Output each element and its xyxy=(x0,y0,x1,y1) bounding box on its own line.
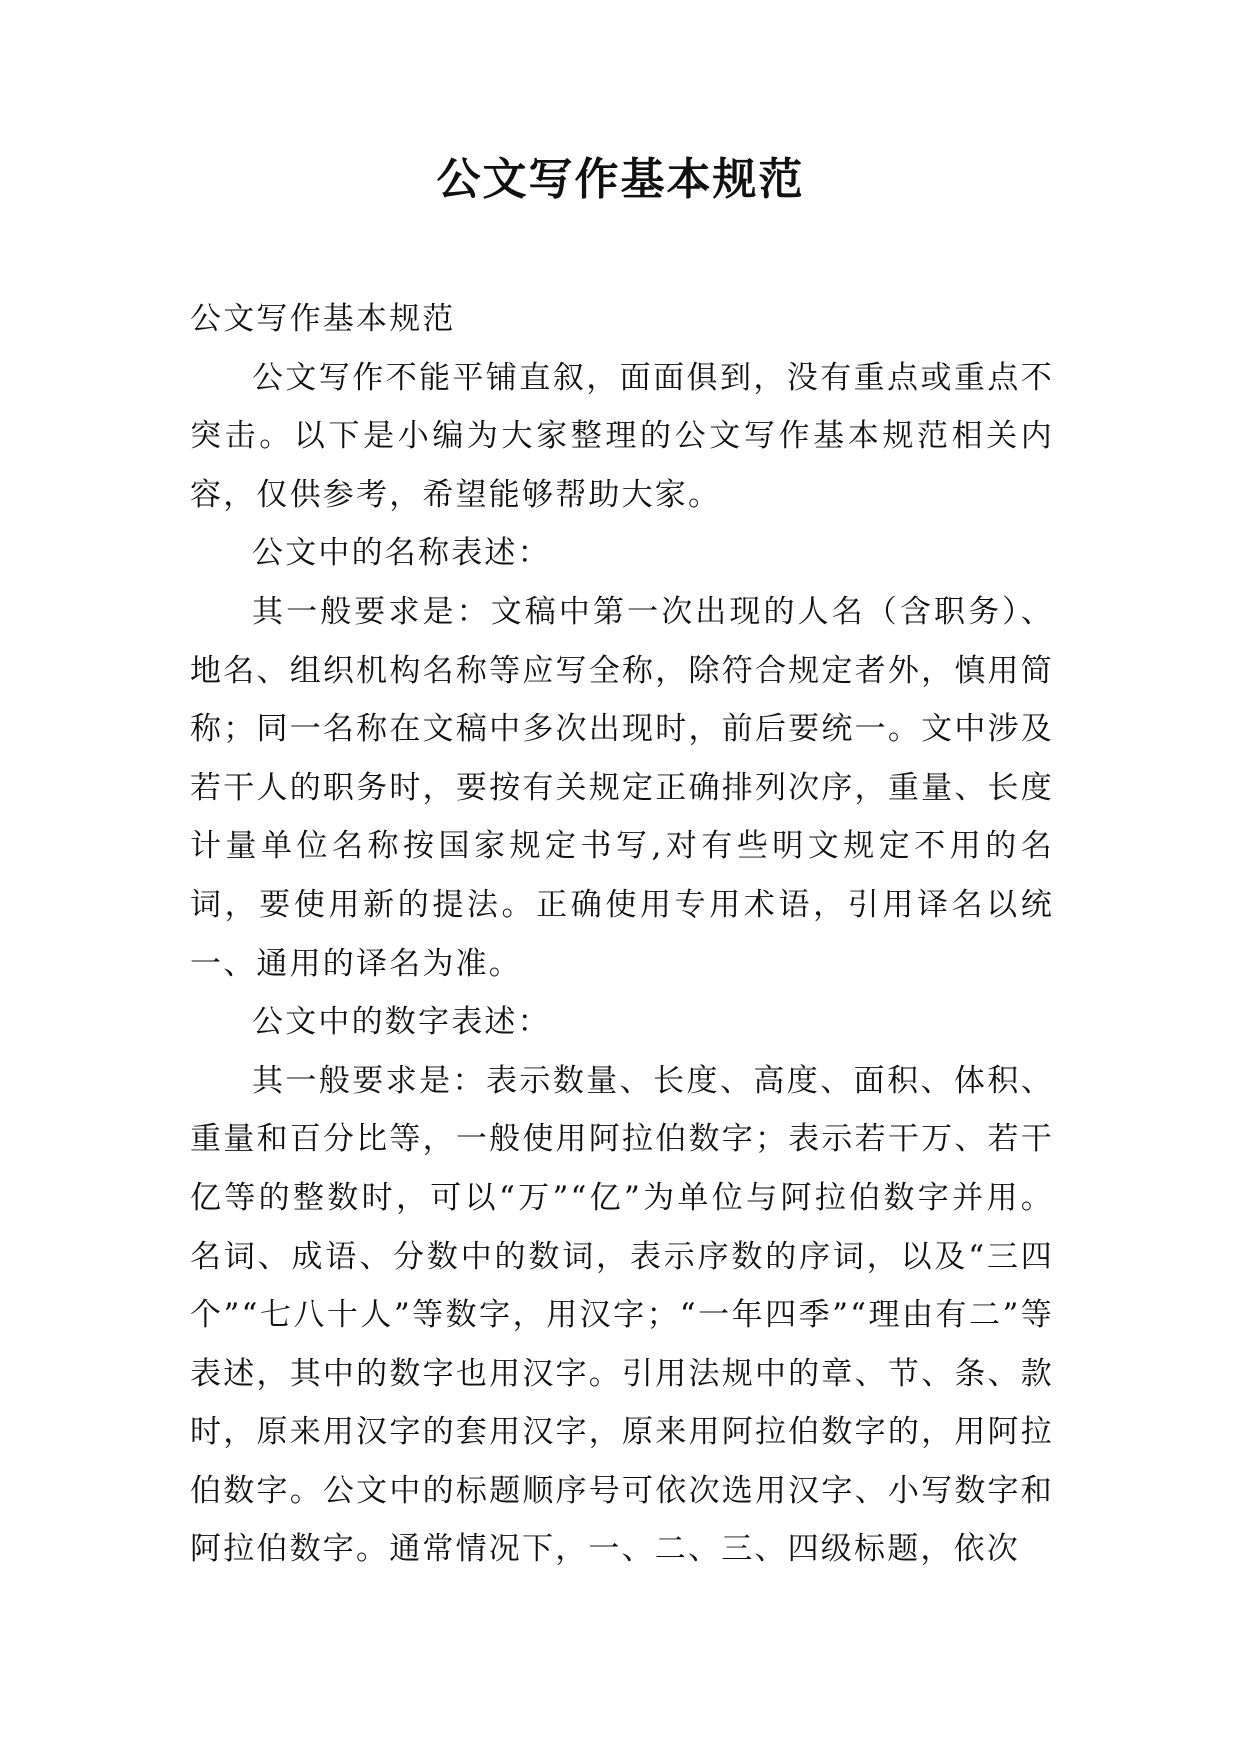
subtitle-paragraph: 公文写作基本规范 xyxy=(190,301,456,337)
document-body xyxy=(190,290,1054,1579)
section-heading-names: 公文中的名称表述： xyxy=(252,535,551,572)
section-heading-numbers: 公文中的数字表述： xyxy=(252,1004,551,1041)
numbers-paragraph: 其一般要求是：表示数量、长度、高度、面积、体积、重量和百分比等，一般使用阿拉伯数字；表示若干万、若干亿等的整数时，可以“万”“亿”为单位与阿拉伯数字并用。名词、成语、分数中的数词，表示序数的序词，以及“三四个”“七八十人”等数字，用汉字；“一年四季”“理由有二”等表述，其中的数字也用汉字。引用法规中的章、节、条、款时，原来用汉字的套用汉字，原来用阿拉伯数字的，用阿拉伯数字。公文中的标题顺序号可依次选用汉字、小写数字和阿拉伯数字。通常情况下，一、二、三、四级标题，依次 xyxy=(190,1062,1054,1568)
intro-paragraph: 公文写作不能平铺直叙，面面俱到，没有重点或重点不突击。以下是小编为大家整理的公文写作基本规范相关内容，仅供参考，希望能够帮助大家。 xyxy=(190,359,1054,513)
document-title: 公文写作基本规范 xyxy=(436,154,805,205)
names-paragraph: 其一般要求是：文稿中第一次出现的人名（含职务）、地名、组织机构名称等应写全称，除符合规定者外，慎用简称；同一名称在文稿中多次出现时，前后要统一。文中涉及若干人的职务时，要按有关规定正确排列次序，重量、长度计量单位名称按国家规定书写,对有些明文规定不用的名词，要使用新的提法。正确使用专用术语，引用译名以统一、通用的译名为准。 xyxy=(190,593,1054,982)
